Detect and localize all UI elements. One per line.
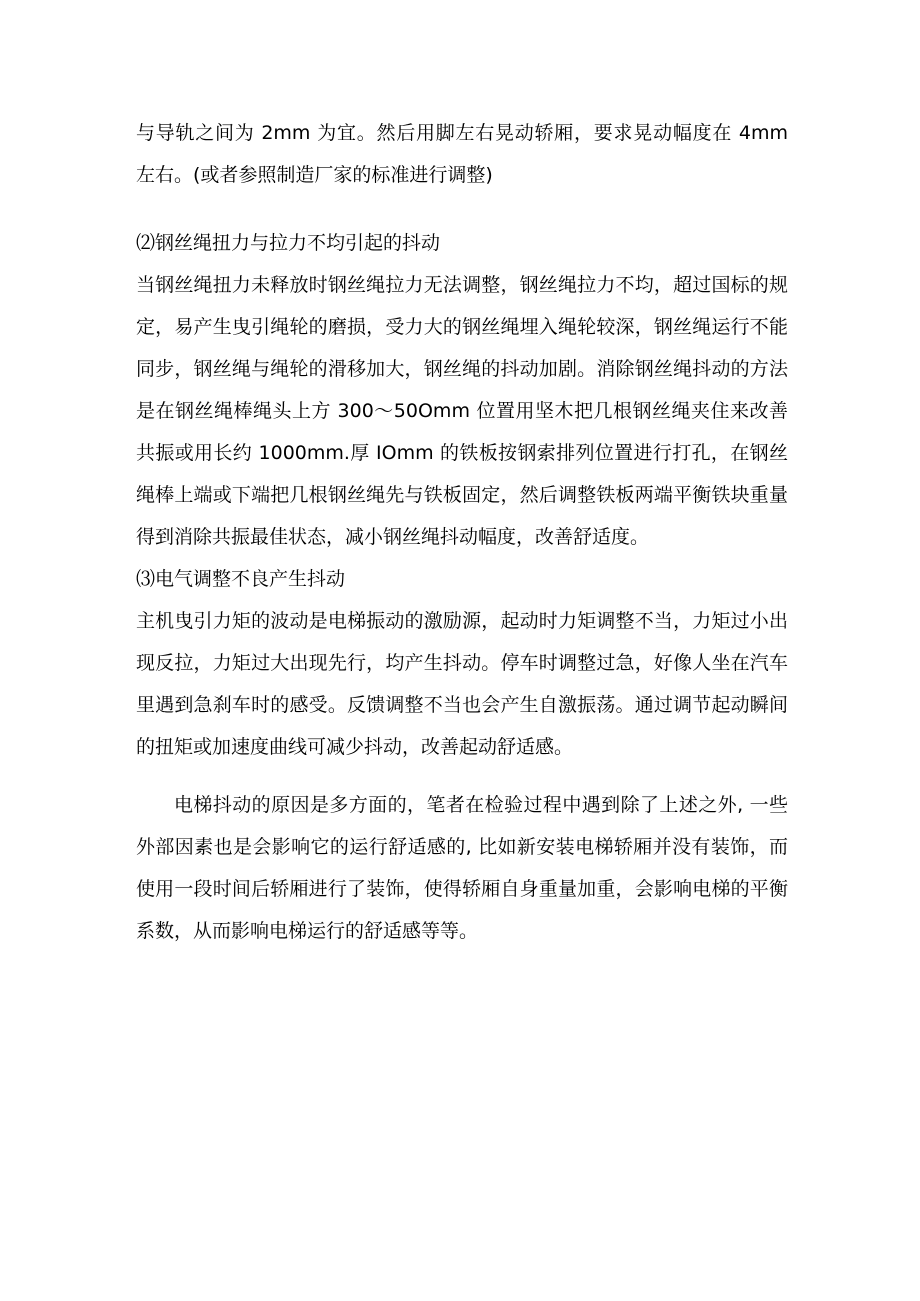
section-heading-wire-rope-vibration: ⑵钢丝绳扭力与拉力不均引起的抖动 (136, 232, 441, 254)
section-heading-electrical-vibration: ⑶电气调整不良产生抖动 (136, 568, 346, 590)
paragraph-guide-rail-adjustment: 与导轨之间为 2mm 为宜。然后用脚左右晃动轿厢，要求晃动幅度在 4mm 左右。(或者参照制造厂家的标准进行调整) (136, 122, 788, 186)
document-body (136, 112, 788, 952)
paragraph-conclusion: 电梯抖动的原因是多方面的，笔者在检验过程中遇到除了上述之外, 一些外部因素也是会影响它的运行舒适感的, 比如新安装电梯轿厢并没有装饰，而使用一段时间后轿厢进行了装饰，使得轿厢自身重量加重，会影响电梯的平衡系数，从而影响电梯运行的舒适感等等。 (136, 794, 788, 942)
paragraph-electrical-vibration: 主机曳引力矩的波动是电梯振动的激励源，起动时力矩调整不当，力矩过小出现反拉，力矩过大出现先行，均产生抖动。停车时调整过急，好像人坐在汽车里遇到急刹车时的感受。反馈调整不当也会产生自激振荡。通过调节起动瞬间的扭矩或加速度曲线可减少抖动，改善起动舒适感。 (136, 610, 788, 758)
paragraph-wire-rope-vibration: 当钢丝绳扭力未释放时钢丝绳拉力无法调整，钢丝绳拉力不均，超过国标的规定，易产生曳引绳轮的磨损，受力大的钢丝绳埋入绳轮较深，钢丝绳运行不能同步，钢丝绳与绳轮的滑移加大，钢丝绳的抖动加剧。消除钢丝绳抖动的方法是在钢丝绳棒绳头上方 300～50Omm 位置用坚木把几根钢丝绳夹住来改善共振或用长约 1000mm.厚 IOmm 的铁板按钢索排列位置进行打孔，在钢丝绳棒上端或下端把几根钢丝绳先与铁板固定，然后调整铁板两端平衡铁块重量得到消除共振最佳状态，减小钢丝绳抖动幅度，改善舒适度。 (136, 274, 788, 548)
